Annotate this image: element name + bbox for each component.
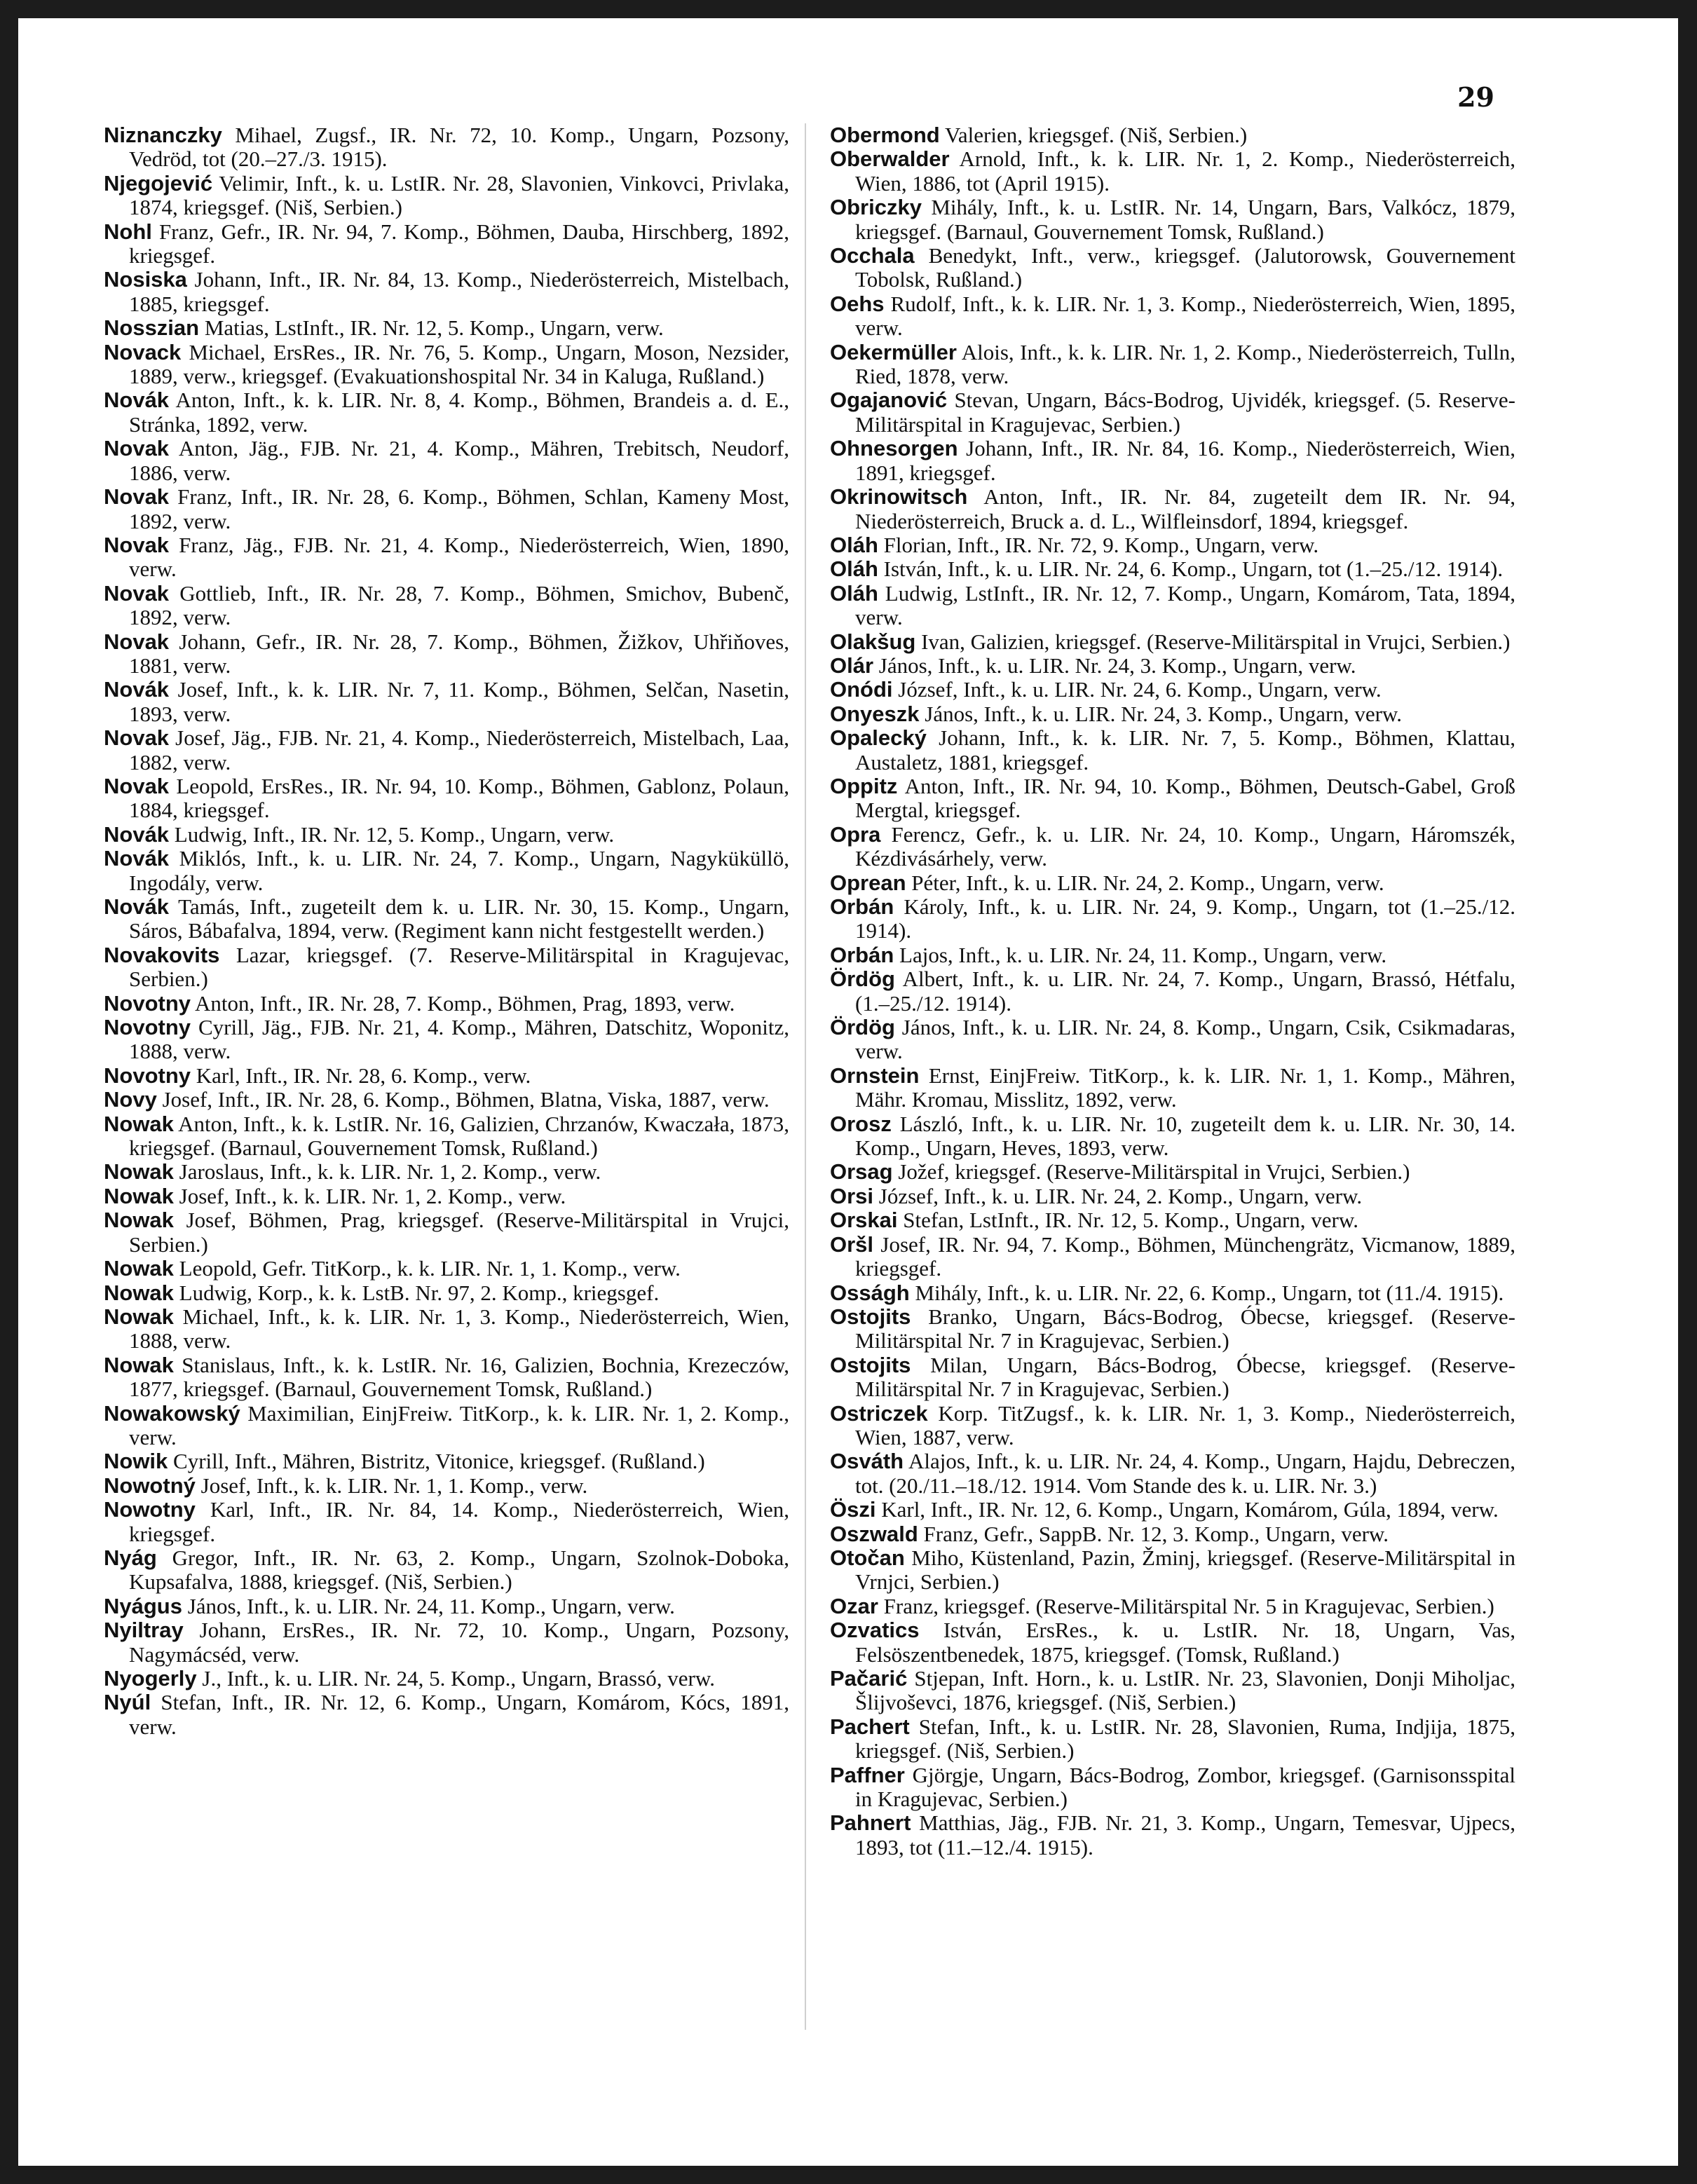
register-entry xyxy=(830,147,1515,196)
entry-details: Anton, Inft., IR. Nr. 94, 10. Komp., Böhmen, Deutsch-Gabel, Groß Mergtal, kriegsgef. xyxy=(855,773,1515,823)
register-entry xyxy=(830,437,1515,485)
register-entry xyxy=(104,485,789,533)
entry-details: Lazar, kriegsgef. (7. Reserve-Militärspital in Kragujevac, Serbien.) xyxy=(129,942,790,992)
register-entry xyxy=(830,1667,1515,1715)
register-entry xyxy=(104,1112,789,1161)
register-entry xyxy=(830,943,1515,967)
entry-surname: Ohnesorgen xyxy=(830,436,958,461)
entry-details: Stjepan, Inft. Horn., k. u. LstIR. Nr. 23, Slavonien, Donji Miholjac, Šlijvoševci, 1876, kriegsgef. (Niš, Serbien.) xyxy=(855,1666,1515,1715)
entry-details: Matthias, Jäg., FJB. Nr. 21, 3. Komp., Ungarn, Temesvar, Ujpecs, 1893, tot (11.–12./4. 1915). xyxy=(855,1810,1515,1859)
entry-surname: Obriczky xyxy=(830,195,922,220)
register-entry xyxy=(830,582,1515,630)
entry-surname: Oberwalder xyxy=(830,146,950,172)
register-entry xyxy=(830,1449,1515,1498)
entry-details: Miklós, Inft., k. u. LIR. Nr. 24, 7. Komp., Ungarn, Nagyküküllö, Ingodály, verw. xyxy=(129,846,790,895)
register-entry xyxy=(104,992,789,1016)
entry-details: Josef, Inft., k. k. LIR. Nr. 1, 1. Komp., verw. xyxy=(200,1473,588,1498)
register-entry xyxy=(830,1618,1515,1667)
entry-details: Franz, kriegsgef. (Reserve-Militärspital Nr. 5 in Kragujevac, Serbien.) xyxy=(883,1593,1494,1618)
entry-details: Lajos, Inft., k. u. LIR. Nr. 24, 11. Komp., Ungarn, verw. xyxy=(899,942,1387,967)
register-entry xyxy=(104,1185,789,1208)
entry-surname: Nyág xyxy=(104,1545,157,1570)
register-entry xyxy=(830,1546,1515,1595)
entry-details: Ferencz, Gefr., k. u. LIR. Nr. 24, 10. Komp., Ungarn, Háromszék, Kézdivásárhely, verw. xyxy=(855,821,1515,871)
entry-details: János, Inft., k. u. LIR. Nr. 24, 8. Komp., Ungarn, Csik, Csikmadaras, verw. xyxy=(855,1015,1515,1064)
register-entry xyxy=(830,774,1515,823)
register-entry xyxy=(104,1305,789,1353)
entry-surname: Orskai xyxy=(830,1208,898,1233)
entry-surname: Novak xyxy=(104,532,170,557)
register-entry xyxy=(104,774,789,823)
entry-details: József, Inft., k. u. LIR. Nr. 24, 6. Komp., Ungarn, verw. xyxy=(898,677,1382,702)
entry-details: Branko, Ungarn, Bács-Bodrog, Óbecse, kriegsgef. (Reserve-Militärspital Nr. 7 in Kragujevac, Serbien.) xyxy=(855,1304,1515,1353)
entry-surname: Osváth xyxy=(830,1449,904,1474)
register-entry xyxy=(830,1233,1515,1281)
entry-surname: Novak xyxy=(104,725,170,751)
entry-details: Miho, Küstenland, Pazin, Žminj, kriegsgef. (Reserve-Militärspital in Vrnjci, Serbien.) xyxy=(855,1545,1515,1595)
entry-surname: Nowak xyxy=(104,1111,174,1136)
entry-details: Mihály, Inft., k. u. LIR. Nr. 22, 6. Komp., Ungarn, tot (11./4. 1915). xyxy=(915,1280,1504,1305)
entry-surname: Nosszian xyxy=(104,315,200,341)
entry-surname: Orosz xyxy=(830,1111,892,1136)
entry-surname: Oehs xyxy=(830,291,885,316)
entry-surname: Novotny xyxy=(104,1063,191,1088)
entry-surname: Nowotný xyxy=(104,1473,196,1498)
entry-surname: Nyiltray xyxy=(104,1618,184,1643)
entry-surname: Ördög xyxy=(830,967,895,992)
entry-details: Karl, Inft., IR. Nr. 84, 14. Komp., Niederösterreich, Wien, kriegsgef. xyxy=(129,1497,790,1546)
entry-surname: Ozvatics xyxy=(830,1618,920,1643)
entry-surname: Nowakowský xyxy=(104,1400,240,1426)
entry-surname: Nowak xyxy=(104,1256,174,1281)
entry-details: Milan, Ungarn, Bács-Bodrog, Óbecse, kriegsgef. (Reserve-Militärspital Nr. 7 in Kragujevac, Serbien.) xyxy=(855,1352,1515,1402)
register-entry xyxy=(104,1691,789,1739)
entry-surname: Ornstein xyxy=(830,1063,920,1088)
register-entry xyxy=(830,1064,1515,1112)
entry-surname: Paffner xyxy=(830,1762,905,1787)
register-entry xyxy=(104,1088,789,1112)
register-entry xyxy=(104,1618,789,1667)
entry-details: Stanislaus, Inft., k. k. LstIR. Nr. 16, Galizien, Bochnia, Krezeczów, 1877, kriegsgef. (Barnaul, Gouvernement Tomsk, Rußland.) xyxy=(129,1352,790,1402)
entry-surname: Olár xyxy=(830,653,874,678)
register-entry xyxy=(830,1281,1515,1305)
register-entry xyxy=(830,196,1515,244)
entry-surname: Nyágus xyxy=(104,1593,182,1618)
register-entry xyxy=(830,1763,1515,1812)
register-entry xyxy=(104,341,789,389)
entry-details: Tamás, Inft., zugeteilt dem k. u. LIR. Nr. 30, 15. Komp., Ungarn, Sáros, Bábafalva, 1894, verw. (Regiment kann nicht festgestellt werden.) xyxy=(129,894,789,943)
entry-surname: Oláh xyxy=(830,532,878,557)
entry-surname: Okrinowitsch xyxy=(830,484,968,510)
entry-details: István, Inft., k. u. LIR. Nr. 24, 6. Komp., Ungarn, tot (1.–25./12. 1914). xyxy=(883,557,1504,582)
register-entry xyxy=(104,123,789,172)
register-entry xyxy=(104,1402,789,1450)
entry-details: József, Inft., k. u. LIR. Nr. 24, 2. Komp., Ungarn, verw. xyxy=(878,1183,1363,1208)
entry-surname: Novack xyxy=(104,339,182,364)
register-entry xyxy=(830,388,1515,437)
register-entry xyxy=(104,1595,789,1618)
entry-surname: Occhala xyxy=(830,243,915,268)
register-entry xyxy=(104,582,789,630)
entry-details: Leopold, Gefr. TitKorp., k. k. LIR. Nr. 1, 1. Komp., verw. xyxy=(179,1256,681,1281)
entry-surname: Novotny xyxy=(104,990,191,1016)
entry-details: Ludwig, Korp., k. k. LstB. Nr. 97, 2. Komp., kriegsgef. xyxy=(179,1280,660,1305)
right-column xyxy=(830,123,1515,1859)
register-entry xyxy=(830,1208,1515,1232)
entry-details: Ludwig, LstInft., IR. Nr. 12, 7. Komp., Ungarn, Komárom, Tata, 1894, verw. xyxy=(855,580,1515,630)
register-entry xyxy=(830,726,1515,774)
entry-surname: Novák xyxy=(104,894,170,919)
entry-surname: Nyogerly xyxy=(104,1666,197,1691)
entry-details: Karl, Inft., IR. Nr. 12, 6. Komp., Ungarn, Komárom, Gúla, 1894, verw. xyxy=(881,1497,1499,1522)
entry-surname: Pachert xyxy=(830,1714,910,1739)
entry-details: Franz, Inft., IR. Nr. 28, 6. Komp., Böhmen, Schlan, Kameny Most, 1892, verw. xyxy=(129,484,789,533)
entry-surname: Otočan xyxy=(830,1545,905,1570)
entry-surname: Orbán xyxy=(830,894,894,919)
entry-surname: Ostojits xyxy=(830,1304,911,1329)
entry-surname: Ördög xyxy=(830,1015,895,1040)
register-entry xyxy=(104,1449,789,1473)
entry-surname: Orbán xyxy=(830,942,894,967)
register-entry xyxy=(830,1160,1515,1184)
entry-surname: Onódi xyxy=(830,677,893,702)
entry-surname: Opalecký xyxy=(830,725,927,751)
left-column xyxy=(104,123,789,1739)
entry-surname: Oprean xyxy=(830,870,906,895)
entry-details: Valerien, kriegsgef. (Niš, Serbien.) xyxy=(944,123,1248,147)
register-entry xyxy=(104,316,789,340)
entry-surname: Novák xyxy=(104,821,170,847)
entry-surname: Ozar xyxy=(830,1593,878,1618)
entry-details: Josef, IR. Nr. 94, 7. Komp., Böhmen, Münchengrätz, Vicmanow, 1889, kriegsgef. xyxy=(855,1231,1516,1281)
entry-details: Johann, Inft., IR. Nr. 84, 13. Komp., Niederösterreich, Mistelbach, 1885, kriegsgef. xyxy=(129,267,789,316)
register-entry xyxy=(104,1064,789,1088)
entry-surname: Novak xyxy=(104,436,170,461)
register-entry xyxy=(104,1208,789,1257)
entry-details: Stefan, Inft., IR. Nr. 12, 6. Komp., Ungarn, Komárom, Kócs, 1891, verw. xyxy=(129,1690,789,1739)
entry-surname: Novak xyxy=(104,580,170,606)
entry-details: Matias, LstInft., IR. Nr. 12, 5. Komp., Ungarn, verw. xyxy=(204,315,664,341)
register-entry xyxy=(104,895,789,943)
entry-surname: Novak xyxy=(104,773,170,798)
entry-surname: Nowak xyxy=(104,1159,174,1185)
entry-details: Mihály, Inft., k. u. LstIR. Nr. 14, Ungarn, Bars, Valkócz, 1879, kriegsgef. (Barnaul, Gouvernement Tomsk, Rußland.) xyxy=(855,195,1516,244)
register-entry xyxy=(104,437,789,485)
register-entry xyxy=(830,1016,1515,1064)
entry-surname: Pačarić xyxy=(830,1666,908,1691)
register-entry xyxy=(830,1811,1515,1859)
entry-details: Péter, Inft., k. u. LIR. Nr. 24, 2. Komp., Ungarn, verw. xyxy=(911,870,1384,895)
entry-details: Korp. TitZugsf., k. k. LIR. Nr. 1, 3. Komp., Niederösterreich, Wien, 1887, verw. xyxy=(855,1400,1515,1449)
entry-details: Alois, Inft., k. k. LIR. Nr. 1, 2. Komp., Niederösterreich, Tulln, Ried, 1878, verw. xyxy=(855,339,1515,389)
register-entry xyxy=(830,533,1515,557)
entry-surname: Ostojits xyxy=(830,1352,911,1377)
register-entry xyxy=(104,172,789,220)
entry-details: Josef, Böhmen, Prag, kriegsgef. (Reserve-Militärspital in Vrujci, Serbien.) xyxy=(129,1208,790,1257)
register-entry xyxy=(104,1160,789,1184)
entry-surname: Oekermüller xyxy=(830,339,957,364)
register-entry xyxy=(104,1474,789,1498)
entry-details: Jožef, kriegsgef. (Reserve-Militärspital in Vrujci, Serbien.) xyxy=(898,1159,1410,1185)
entry-details: Albert, Inft., k. u. LIR. Nr. 24, 7. Komp., Ungarn, Brassó, Hétfalu, (1.–25./12. 1914). xyxy=(855,967,1515,1016)
entry-details: Anton, Jäg., FJB. Nr. 21, 4. Komp., Mähren, Trebitsch, Neudorf, 1886, verw. xyxy=(129,436,789,485)
register-entry xyxy=(104,1016,789,1064)
register-entry xyxy=(830,702,1515,726)
entry-details: Ernst, EinjFreiw. TitKorp., k. k. LIR. Nr. 1, 1. Komp., Mähren, Mähr. Kromau, Misslitz, 1892, verw. xyxy=(855,1063,1515,1112)
entry-surname: Novy xyxy=(104,1087,157,1112)
entry-surname: Onyeszk xyxy=(830,701,920,726)
entry-surname: Oppitz xyxy=(830,773,898,798)
entry-surname: Osságh xyxy=(830,1280,910,1305)
register-entry xyxy=(830,1305,1515,1353)
entry-details: Michael, Inft., k. k. LIR. Nr. 1, 3. Komp., Niederösterreich, Wien, 1888, verw. xyxy=(129,1304,789,1353)
entry-details: Johann, Inft., IR. Nr. 84, 16. Komp., Niederösterreich, Wien, 1891, kriegsgef. xyxy=(855,436,1516,485)
entry-details: Cyrill, Jäg., FJB. Nr. 21, 4. Komp., Mähren, Datschitz, Woponitz, 1888, verw. xyxy=(129,1015,789,1064)
register-entry xyxy=(830,1112,1515,1161)
entry-details: Arnold, Inft., k. k. LIR. Nr. 1, 2. Komp., Niederösterreich, Wien, 1886, tot (April 1915). xyxy=(855,146,1515,196)
register-entry xyxy=(830,1498,1515,1522)
register-entry xyxy=(104,630,789,678)
entry-details: Stevan, Ungarn, Bács-Bodrog, Ujvidék, kriegsgef. (5. Reserve-Militärspital in Kragujevac, Serbien.) xyxy=(855,388,1515,437)
entry-surname: Novák xyxy=(104,677,170,702)
register-entry xyxy=(104,388,789,437)
entry-surname: Novák xyxy=(104,388,170,413)
entry-surname: Nowak xyxy=(104,1208,174,1233)
register-entry xyxy=(830,123,1515,147)
register-entry xyxy=(830,823,1515,871)
entry-surname: Njegojević xyxy=(104,170,213,196)
entry-details: Anton, Inft., k. k. LstIR. Nr. 16, Galizien, Chrzanów, Kwaczała, 1873, kriegsgef. (Barnaul, Gouvernement Tomsk, Rußland.) xyxy=(129,1111,789,1161)
entry-surname: Nowak xyxy=(104,1280,174,1305)
entry-surname: Nowak xyxy=(104,1352,174,1377)
entry-details: János, Inft., k. u. LIR. Nr. 24, 3. Komp., Ungarn, verw. xyxy=(878,653,1356,678)
entry-details: Ivan, Galizien, kriegsgef. (Reserve-Militärspital in Vrujci, Serbien.) xyxy=(921,629,1511,654)
register-entry xyxy=(830,871,1515,895)
entry-details: Florian, Inft., IR. Nr. 72, 9. Komp., Ungarn, verw. xyxy=(883,532,1319,557)
entry-surname: Nosiska xyxy=(104,267,187,292)
entry-surname: Ogajanović xyxy=(830,388,948,413)
entry-details: Josef, Inft., k. k. LIR. Nr. 7, 11. Komp., Böhmen, Selčan, Nasetin, 1893, verw. xyxy=(129,677,790,726)
entry-details: Mihael, Zugsf., IR. Nr. 72, 10. Komp., Ungarn, Pozsony, Vedröd, tot (20.–27./3. 1915). xyxy=(129,123,790,172)
entry-details: Leopold, ErsRes., IR. Nr. 94, 10. Komp., Böhmen, Gablonz, Polaun, 1884, kriegsgef. xyxy=(129,773,790,823)
entry-details: Johann, ErsRes., IR. Nr. 72, 10. Komp., Ungarn, Pozsony, Nagymácséd, verw. xyxy=(129,1618,789,1667)
entry-surname: Nowak xyxy=(104,1183,174,1208)
register-entry xyxy=(104,268,789,316)
entry-details: János, Inft., k. u. LIR. Nr. 24, 3. Komp., Ungarn, verw. xyxy=(925,701,1403,726)
entry-details: Josef, Jäg., FJB. Nr. 21, 4. Komp., Niederösterreich, Mistelbach, Laa, 1882, verw. xyxy=(129,725,789,774)
entry-surname: Oláh xyxy=(830,580,878,606)
register-entry xyxy=(104,533,789,582)
entry-details: Benedykt, Inft., verw., kriegsgef. (Jalutorowsk, Gouvernement Tobolsk, Rußland.) xyxy=(855,243,1515,292)
entry-surname: Obermond xyxy=(830,123,940,147)
register-entry xyxy=(104,1667,789,1691)
register-entry xyxy=(104,1353,789,1402)
entry-surname: Orsi xyxy=(830,1183,874,1208)
entry-surname: Oršl xyxy=(830,1231,874,1257)
entry-surname: Nowak xyxy=(104,1304,174,1329)
register-entry xyxy=(104,823,789,847)
register-entry xyxy=(104,1281,789,1305)
entry-details: J., Inft., k. u. LIR. Nr. 24, 5. Komp., Ungarn, Brassó, verw. xyxy=(202,1666,715,1691)
register-entry xyxy=(830,557,1515,581)
entry-surname: Ostriczek xyxy=(830,1400,928,1426)
entry-surname: Olakšug xyxy=(830,629,916,654)
entry-details: Michael, ErsRes., IR. Nr. 76, 5. Komp., Ungarn, Moson, Nezsider, 1889, verw., kriegsgef. (Evakuationshospital Nr. 34 in Kaluga, Rußland.) xyxy=(129,339,790,389)
register-entry xyxy=(830,678,1515,702)
register-entry xyxy=(830,244,1515,292)
entry-details: Franz, Jäg., FJB. Nr. 21, 4. Komp., Niederösterreich, Wien, 1890, verw. xyxy=(129,532,789,582)
entry-details: Franz, Gefr., SappB. Nr. 12, 3. Komp., Ungarn, verw. xyxy=(923,1521,1389,1546)
entry-details: Velimir, Inft., k. u. LstIR. Nr. 28, Slavonien, Vinkovci, Privlaka, 1874, kriegsgef. (Niš, Serbien.) xyxy=(129,170,789,220)
register-entry xyxy=(104,1257,789,1281)
entry-details: Alajos, Inft., k. u. LIR. Nr. 24, 4. Komp., Ungarn, Hajdu, Debreczen, tot. (20./11.–18./12. 1914. Vom Stande des k. u. LIR. Nr. 3.) xyxy=(855,1449,1515,1498)
entry-details: László, Inft., k. u. LIR. Nr. 10, zugeteilt dem k. u. LIR. Nr. 30, 14. Komp., Ungarn, Heves, 1893, verw. xyxy=(855,1111,1515,1161)
entry-details: Stefan, LstInft., IR. Nr. 12, 5. Komp., Ungarn, verw. xyxy=(903,1208,1359,1233)
entry-surname: Nyúl xyxy=(104,1690,151,1715)
entry-surname: Orsag xyxy=(830,1159,893,1185)
register-entry xyxy=(104,726,789,774)
entry-surname: Nowotny xyxy=(104,1497,196,1522)
entry-surname: Nowik xyxy=(104,1449,168,1474)
register-entry xyxy=(830,1185,1515,1208)
entry-details: Ludwig, Inft., IR. Nr. 12, 5. Komp., Ungarn, verw. xyxy=(174,821,615,847)
page xyxy=(18,18,1678,2166)
entry-details: Gregor, Inft., IR. Nr. 63, 2. Komp., Ungarn, Szolnok-Doboka, Kupsafalva, 1888, kriegsgef. (Niš, Serbien.) xyxy=(129,1545,789,1595)
entry-details: Josef, Inft., IR. Nr. 28, 6. Komp., Böhmen, Blatna, Viska, 1887, verw. xyxy=(162,1087,770,1112)
entry-details: Johann, Gefr., IR. Nr. 28, 7. Komp., Böhmen, Žižkov, Uhřiňoves, 1881, verw. xyxy=(129,629,789,678)
entry-details: Anton, Inft., IR. Nr. 28, 7. Komp., Böhmen, Prag, 1893, verw. xyxy=(195,990,735,1016)
entry-details: Franz, Gefr., IR. Nr. 94, 7. Komp., Böhmen, Dauba, Hirschberg, 1892, kriegsgef. xyxy=(129,219,790,268)
entry-surname: Novak xyxy=(104,629,170,654)
entry-details: Gottlieb, Inft., IR. Nr. 28, 7. Komp., Böhmen, Smichov, Bubenč, 1892, verw. xyxy=(129,580,789,630)
entry-surname: Novak xyxy=(104,484,170,510)
entry-details: Josef, Inft., k. k. LIR. Nr. 1, 2. Komp., verw. xyxy=(179,1183,566,1208)
entry-details: Gjörgje, Ungarn, Bács-Bodrog, Zombor, kriegsgef. (Garnisonsspital in Kragujevac, Serbien.) xyxy=(855,1762,1515,1812)
register-entry xyxy=(830,967,1515,1016)
entry-details: Cyrill, Inft., Mähren, Bistritz, Vitonice, kriegsgef. (Rußland.) xyxy=(173,1449,705,1474)
page-number: 29 xyxy=(1457,81,1494,113)
register-entry xyxy=(104,1546,789,1595)
register-entry xyxy=(830,1402,1515,1450)
entry-details: Stefan, Inft., k. u. LstIR. Nr. 28, Slavonien, Ruma, Indjija, 1875, kriegsgef. (Niš, Serbien.) xyxy=(855,1714,1515,1763)
register-entry xyxy=(104,1498,789,1546)
register-entry xyxy=(830,292,1515,341)
entry-details: Maximilian, EinjFreiw. TitKorp., k. k. LIR. Nr. 1, 2. Komp., verw. xyxy=(129,1400,790,1449)
column-divider xyxy=(805,123,806,2030)
register-entry xyxy=(104,678,789,726)
entry-details: Rudolf, Inft., k. k. LIR. Nr. 1, 3. Komp., Niederösterreich, Wien, 1895, verw. xyxy=(855,291,1515,341)
entry-details: Károly, Inft., k. u. LIR. Nr. 24, 9. Komp., Ungarn, tot (1.–25./12. 1914). xyxy=(855,894,1516,943)
register-entry xyxy=(104,220,789,268)
entry-details: Anton, Inft., k. k. LIR. Nr. 8, 4. Komp., Böhmen, Brandeis a. d. E., Stránka, 1892, verw. xyxy=(129,388,790,437)
entry-details: Anton, Inft., IR. Nr. 84, zugeteilt dem IR. Nr. 94, Niederösterreich, Bruck a. d. L., Wilfleinsdorf, 1894, kriegsgef. xyxy=(855,484,1515,533)
entry-details: János, Inft., k. u. LIR. Nr. 24, 11. Komp., Ungarn, verw. xyxy=(187,1593,675,1618)
register-entry xyxy=(830,1522,1515,1546)
entry-details: Jaroslaus, Inft., k. k. LIR. Nr. 1, 2. Komp., verw. xyxy=(179,1159,601,1185)
register-entry xyxy=(830,1353,1515,1402)
register-entry xyxy=(830,630,1515,654)
entry-surname: Oszwald xyxy=(830,1521,918,1546)
entry-surname: Niznanczky xyxy=(104,123,222,147)
register-entry xyxy=(104,847,789,895)
entry-surname: Novák xyxy=(104,846,170,871)
entry-details: Johann, Inft., k. k. LIR. Nr. 7, 5. Komp., Böhmen, Klattau, Austaletz, 1881, kriegsgef. xyxy=(855,725,1516,774)
entry-details: Karl, Inft., IR. Nr. 28, 6. Komp., verw. xyxy=(196,1063,531,1088)
entry-surname: Oláh xyxy=(830,557,878,582)
entry-surname: Opra xyxy=(830,821,881,847)
register-entry xyxy=(830,1715,1515,1763)
entry-surname: Novotny xyxy=(104,1015,191,1040)
entry-surname: Öszi xyxy=(830,1497,876,1522)
register-entry xyxy=(830,485,1515,533)
register-entry xyxy=(830,895,1515,943)
register-entry xyxy=(104,943,789,992)
entry-details: István, ErsRes., k. u. LstIR. Nr. 18, Ungarn, Vas, Felsöszentbenedek, 1875, kriegsgef. (Tomsk, Rußland.) xyxy=(855,1618,1515,1667)
entry-surname: Nohl xyxy=(104,219,152,244)
register-entry xyxy=(830,1595,1515,1618)
entry-surname: Pahnert xyxy=(830,1810,911,1836)
entry-surname: Novakovits xyxy=(104,942,220,967)
register-entry xyxy=(830,341,1515,389)
register-entry xyxy=(830,654,1515,678)
